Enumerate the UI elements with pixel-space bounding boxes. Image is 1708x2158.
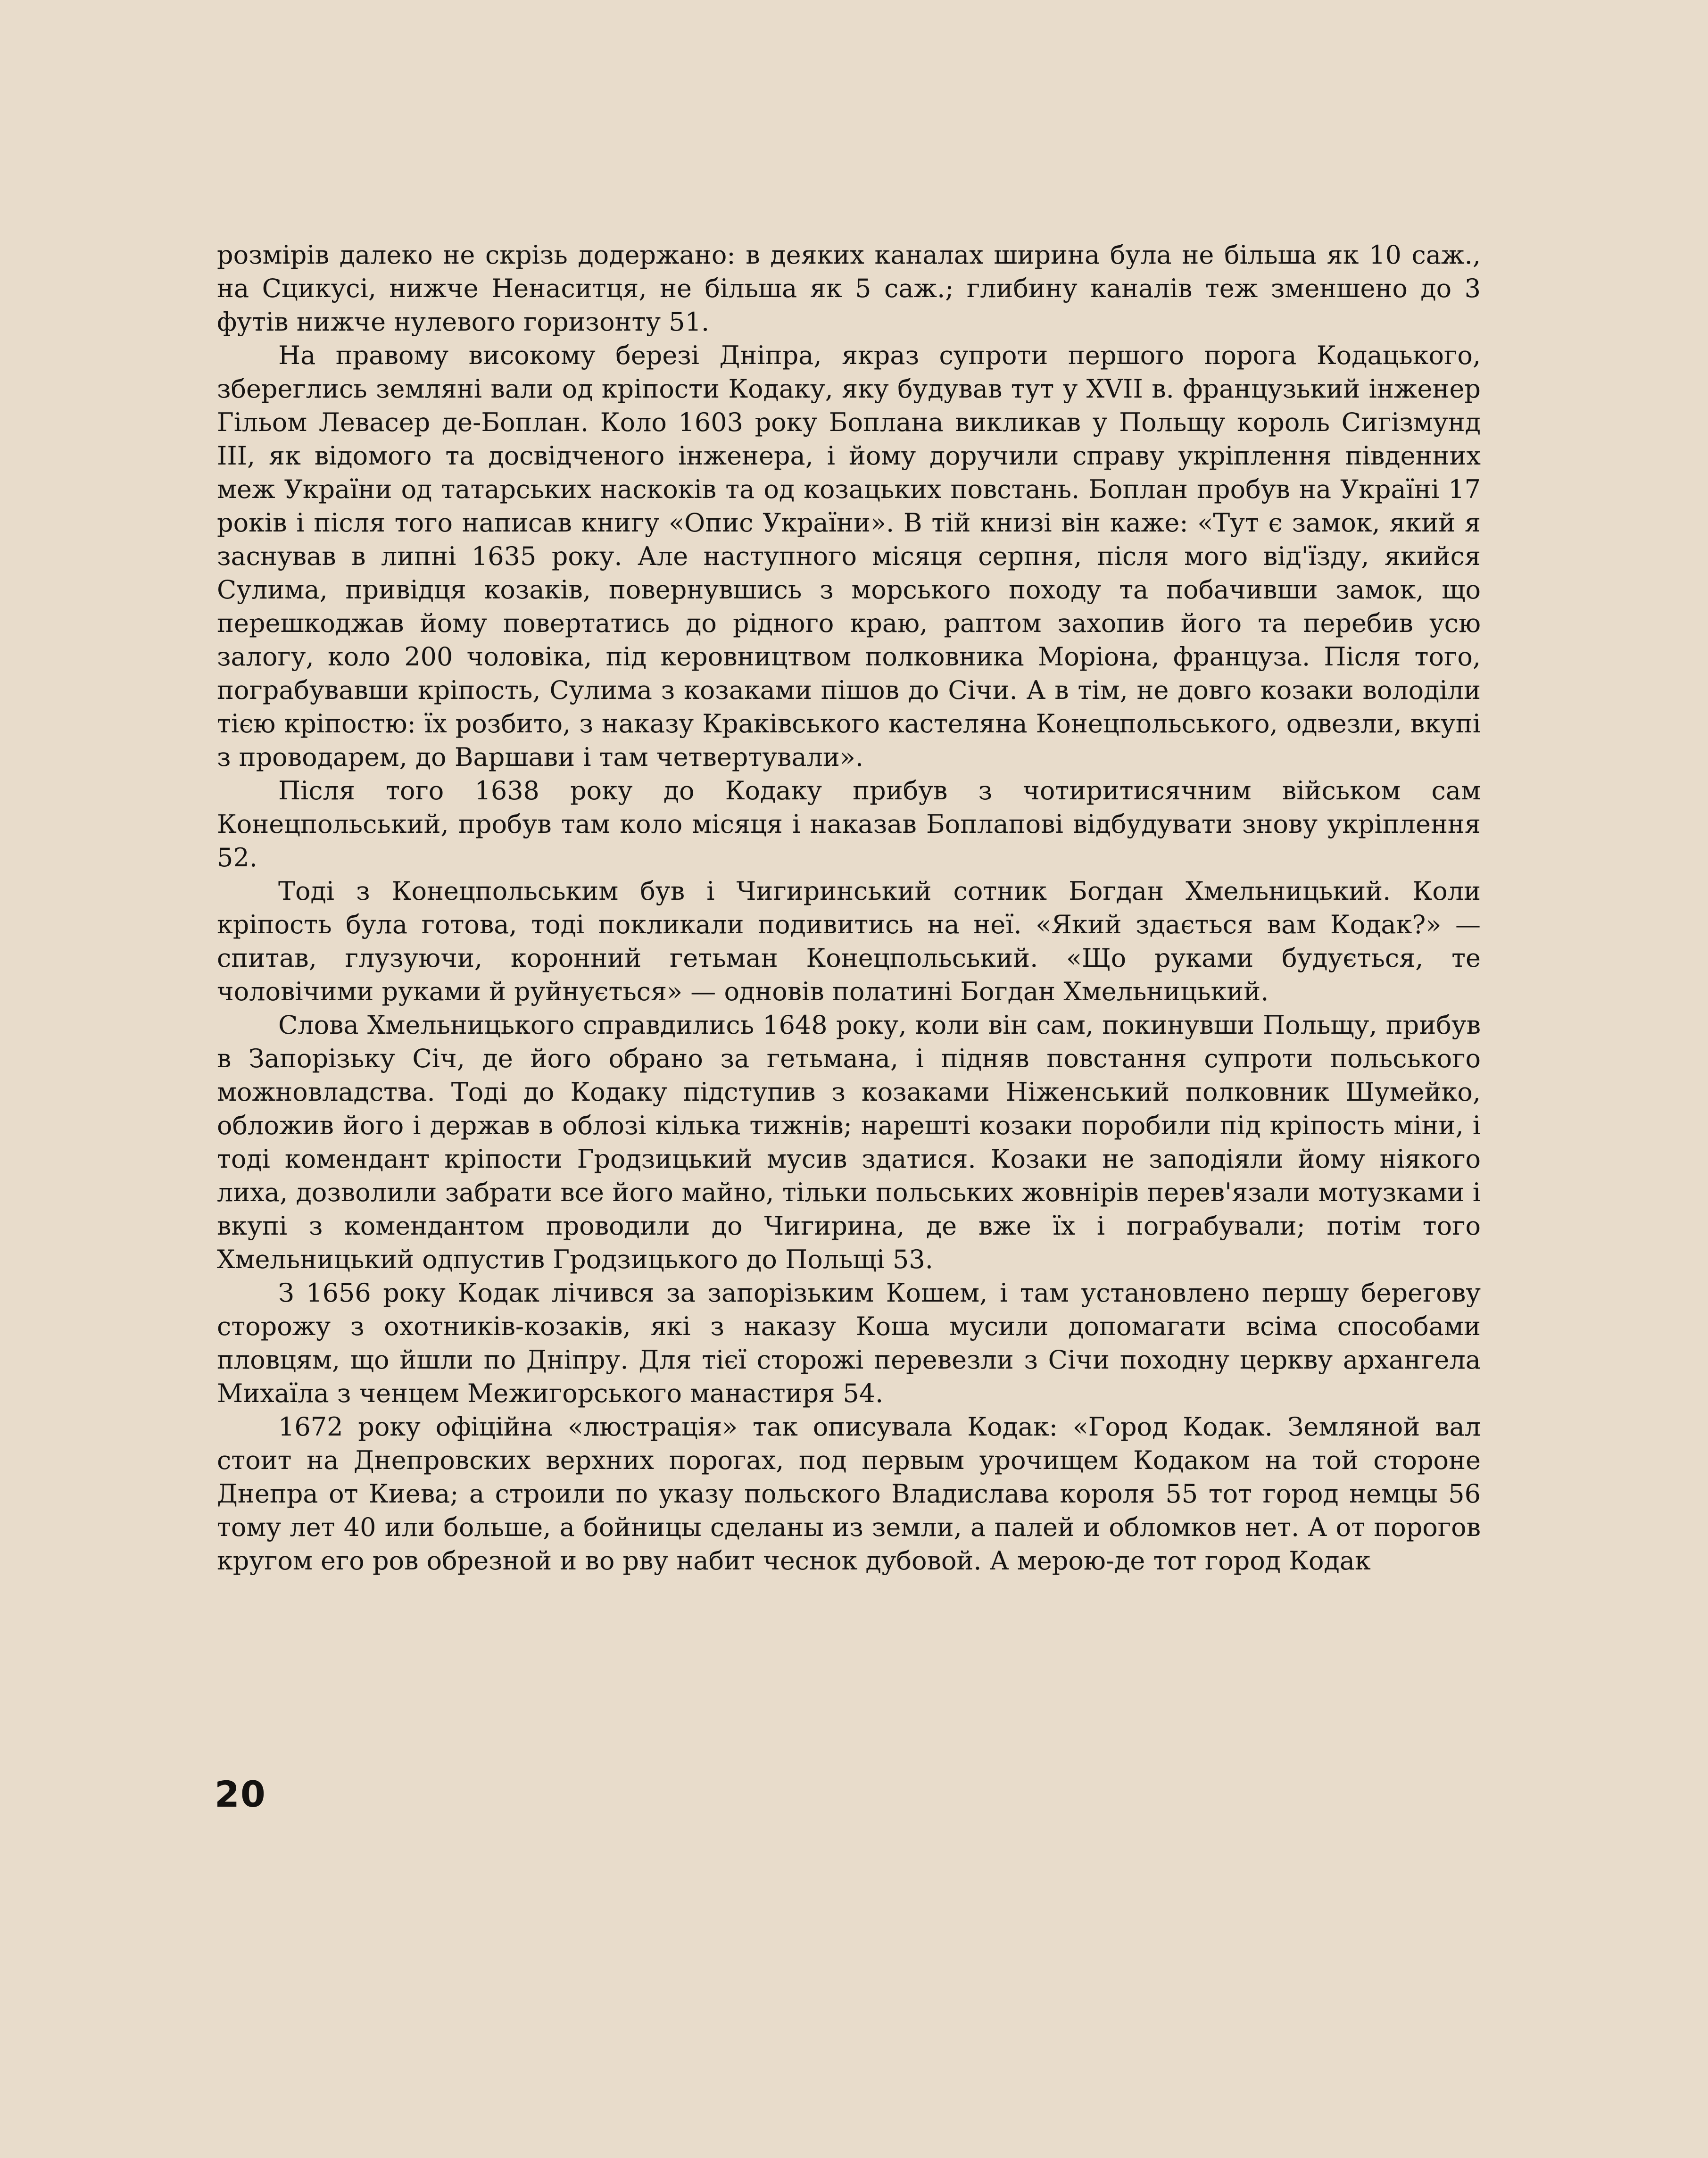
- body-text: [217, 238, 1481, 1577]
- paragraph: 1672 року офіційна «люстрація» так описувала Кодак: «Город Кодак. Земляной вал стоит на Днепровских верхних порогах, под первым урочищем Кодаком на той стороне Днепра от Киева; а строили по указу польского Владислава короля 55 тот город немцы 56 тому лет 40 или больше, а бойницы сделаны из земли, а палей и обломков нет. А от порогов кругом его ров обрезной и во рву набит чеснок дубовой. А мерою-де тот город Кодак: [217, 1412, 1481, 1576]
- paragraph: розмірів далеко не скрізь додержано: в деяких каналах ширина була не більша як 10 саж., на Сцикусі, нижче Ненаситця, не більша як 5 саж.; глибину каналів теж зменшено до 3 футів нижче нулевого горизонту 51.: [217, 240, 1481, 337]
- paragraph: На правому високому березі Дніпра, якраз супроти першого порога Кодацького, збереглись земляні вали од кріпости Кодаку, яку будував тут у XVII в. французький інженер Гільом Левасер де-Боплан. Коло 1603 року Боплана викликав у Польщу король Сигізмунд III, як відомого та досвідченого інженера, і йому доручили справу укріплення південних меж України од татарських наскоків та од козацьких повстань. Боплан пробув на Україні 17 років і після того написав книгу «Опис України». В тій книзі він каже: «Тут є замок, який я заснував в липні 1635 року. Але наступного місяця серпня, після мого від'їзду, якийся Сулима, привідця козаків, повернувшись з морського походу та побачивши замок, що перешкоджав йому повертатись до рідного краю, раптом захопив його та перебив усю залогу, коло 200 чоловіка, під керовництвом полковника Моріона, француза. Після того, пограбувавши кріпость, Сулима з козаками пішов до Січи. А в тім, не довго козаки володіли тією кріпостю: їх розбито, з наказу Краківського кастеляна Конецпольського, одвезли, вкупі з проводарем, до Варшави і там четвертували».: [217, 340, 1481, 772]
- paragraph: Слова Хмельницького справдились 1648 року, коли він сам, покинувши Польщу, прибув в Запорізьку Січ, де його обрано за гетьмана, і підняв повстання супроти польського можновладства. Тоді до Кодаку підступив з козаками Ніженський полковник Шумейко, обложив його і держав в облозі кілька тижнів; нарешті козаки поробили під кріпость міни, і тоді комендант кріпости Гродзицький мусив здатися. Козаки не заподіяли йому ніякого лиха, дозволили забрати все його майно, тільки польських жовнірів перев'язали мотузками і вкупі з комендантом проводили до Чигирина, де вже їх і пограбували; потім того Хмельницький одпустив Гродзицького до Польщі 53.: [217, 1010, 1481, 1274]
- paragraph: Тоді з Конецпольським був і Чигиринський сотник Богдан Хмельницький. Коли кріпость була готова, тоді покликали подивитись на неї. «Який здається вам Кодак?» — спитав, глузуючи, коронний гетьман Конецпольський. «Що руками будується, те чоловічими руками й руйнується» — одновів полатині Богдан Хмельницький.: [217, 876, 1481, 1006]
- paragraph: Після того 1638 року до Кодаку прибув з чотиритисячним військом сам Конецпольський, пробув там коло місяця і наказав Боплапові відбудувати знову укріплення 52.: [217, 776, 1481, 872]
- paragraph: З 1656 року Кодак лічився за запорізьким Кошем, і там установлено першу берегову сторожу з охотників-козаків, які з наказу Коша мусили допомагати всіма способами пловцям, що йшли по Дніпру. Для тієї сторожі перевезли з Січи походну церкву архангела Михаїла з ченцем Межигорського манастиря 54.: [217, 1278, 1481, 1408]
- page-number: 20: [215, 1773, 266, 1815]
